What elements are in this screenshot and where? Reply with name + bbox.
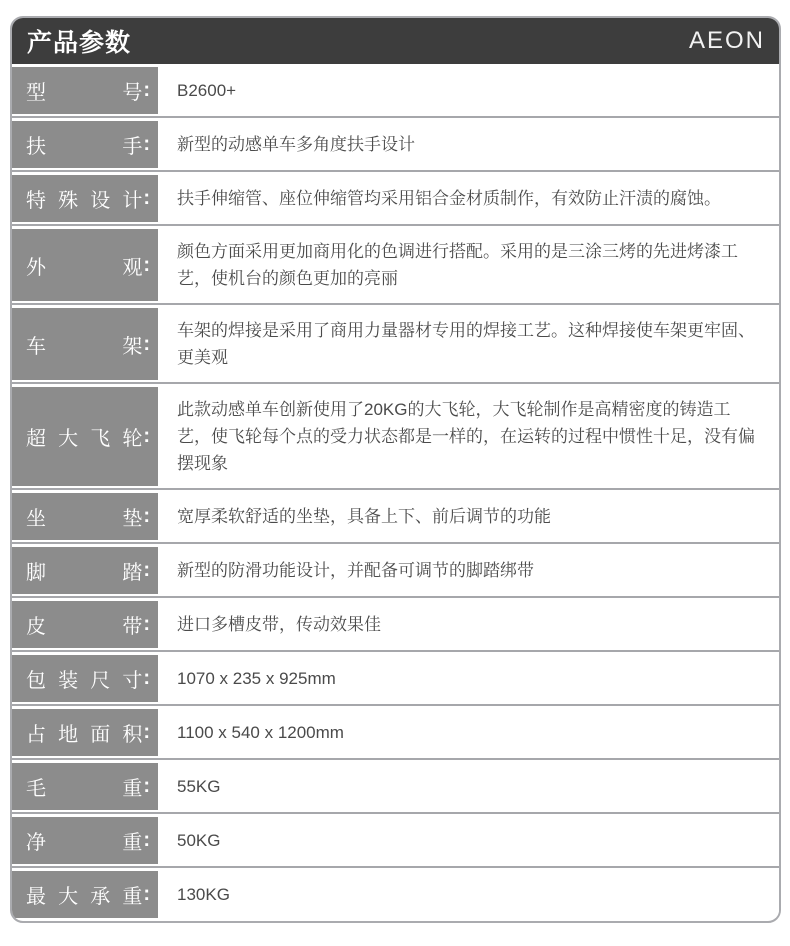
row-value-text: 1100 x 540 x 1200mm [177, 723, 344, 742]
row-separator [12, 596, 779, 598]
column-gap [158, 229, 165, 301]
row-label [12, 547, 158, 594]
row-separator [12, 812, 779, 814]
row-label-text: 皮 带 [26, 616, 143, 638]
row-value-text: 此款动感单车创新使用了20KG的大飞轮，大飞轮制作是高精密度的铸造工艺，使飞轮每个点的受力状态都是一样的，在运转的过程中惯性十足，没有偏摆现象 [177, 400, 755, 473]
table-row [12, 308, 779, 380]
panel-header [12, 18, 779, 64]
row-label [12, 67, 158, 114]
row-value-text: B2600+ [177, 81, 237, 100]
column-gap [158, 817, 165, 864]
table-row [12, 493, 779, 540]
row-value [165, 229, 779, 301]
row-separator [12, 542, 779, 544]
row-value [165, 655, 779, 702]
table-row [12, 601, 779, 648]
table-row [12, 655, 779, 702]
row-label [12, 387, 158, 486]
row-label-colon: : [143, 505, 150, 527]
row-separator [12, 758, 779, 760]
row-label [12, 493, 158, 540]
row-label [12, 655, 158, 702]
row-label [12, 871, 158, 918]
row-label-text: 扶 手 [26, 136, 143, 158]
spec-panel [10, 16, 781, 923]
row-label [12, 308, 158, 380]
row-label-text: 外 观 [26, 256, 143, 279]
row-label [12, 175, 158, 222]
column-gap [158, 709, 165, 756]
column-gap [158, 308, 165, 380]
row-label [12, 121, 158, 168]
column-gap [158, 121, 165, 168]
row-label-colon: : [143, 332, 150, 355]
row-label-colon: : [143, 667, 150, 689]
row-label-colon: : [143, 883, 150, 905]
spec-table [12, 64, 779, 921]
row-value [165, 67, 779, 114]
row-value-text: 新型的动感单车多角度扶手设计 [177, 135, 415, 154]
row-label-colon: : [143, 613, 150, 635]
row-label [12, 229, 158, 301]
row-label-text: 净 重 [26, 832, 143, 854]
row-label-colon: : [143, 253, 150, 276]
row-label-colon: : [143, 425, 150, 447]
row-label-text: 车 架 [26, 335, 143, 358]
column-gap [158, 493, 165, 540]
row-label [12, 709, 158, 756]
column-gap [158, 871, 165, 918]
row-value [165, 387, 779, 486]
table-row [12, 709, 779, 756]
row-separator [12, 224, 779, 226]
row-value [165, 817, 779, 864]
row-separator [12, 170, 779, 172]
row-label-colon: : [143, 187, 150, 209]
column-gap [158, 763, 165, 810]
row-label-text: 特 殊 设 计 [26, 190, 143, 212]
row-separator [12, 866, 779, 868]
row-separator [12, 382, 779, 384]
row-label-text: 占 地 面 积 [26, 724, 143, 746]
row-label-text: 脚 踏 [26, 562, 143, 584]
table-row [12, 387, 779, 486]
brand-logo: AEON [688, 27, 765, 54]
row-value-text: 颜色方面采用更加商用化的色调进行搭配。采用的是三涂三烤的先进烤漆工艺，使机台的颜色更加的亮丽 [177, 242, 738, 288]
row-value-text: 50KG [177, 831, 221, 850]
table-row [12, 547, 779, 594]
table-row [12, 229, 779, 301]
row-label [12, 601, 158, 648]
column-gap [158, 387, 165, 486]
row-separator [12, 116, 779, 118]
row-value [165, 601, 779, 648]
row-value [165, 175, 779, 222]
row-label-colon: : [143, 559, 150, 581]
row-label-colon: : [143, 133, 150, 155]
row-value-text: 进口多槽皮带，传动效果佳 [177, 615, 381, 634]
row-label-colon: : [143, 79, 150, 101]
row-value-text: 宽厚柔软舒适的坐垫，具备上下、前后调节的功能 [177, 507, 551, 526]
row-value [165, 121, 779, 168]
row-value [165, 493, 779, 540]
table-row [12, 763, 779, 810]
row-label-text: 坐 垫 [26, 508, 143, 530]
row-value-text: 1070 x 235 x 925mm [177, 669, 336, 688]
row-separator [12, 303, 779, 305]
row-label-text: 超 大 飞 轮 [26, 428, 143, 450]
column-gap [158, 67, 165, 114]
row-value-text: 车架的焊接是采用了商用力量器材专用的焊接工艺。这种焊接使车架更牢固、更美观 [177, 321, 755, 367]
row-label-text: 型 号 [26, 82, 143, 104]
column-gap [158, 547, 165, 594]
row-separator [12, 488, 779, 490]
row-value [165, 308, 779, 380]
table-row [12, 817, 779, 864]
table-row [12, 67, 779, 114]
column-gap [158, 655, 165, 702]
row-label [12, 763, 158, 810]
row-value [165, 871, 779, 918]
column-gap [158, 175, 165, 222]
row-label-colon: : [143, 829, 150, 851]
row-separator [12, 704, 779, 706]
row-label-colon: : [143, 721, 150, 743]
table-row [12, 121, 779, 168]
row-separator [12, 650, 779, 652]
row-value [165, 763, 779, 810]
table-row [12, 175, 779, 222]
page-title: 产品参数 [27, 29, 132, 57]
row-label-text: 最 大 承 重 [26, 886, 143, 908]
row-value-text: 新型的防滑功能设计，并配备可调节的脚踏绑带 [177, 561, 534, 580]
row-label-text: 包 装 尺 寸 [26, 670, 143, 692]
row-value [165, 709, 779, 756]
row-label [12, 817, 158, 864]
table-row [12, 871, 779, 918]
column-gap [158, 601, 165, 648]
row-value-text: 55KG [177, 777, 221, 796]
row-label-colon: : [143, 775, 150, 797]
row-value [165, 547, 779, 594]
row-label-text: 毛 重 [26, 778, 143, 800]
row-value-text: 扶手伸缩管、座位伸缩管均采用铝合金材质制作，有效防止汗渍的腐蚀。 [177, 189, 721, 208]
row-value-text: 130KG [177, 885, 230, 904]
